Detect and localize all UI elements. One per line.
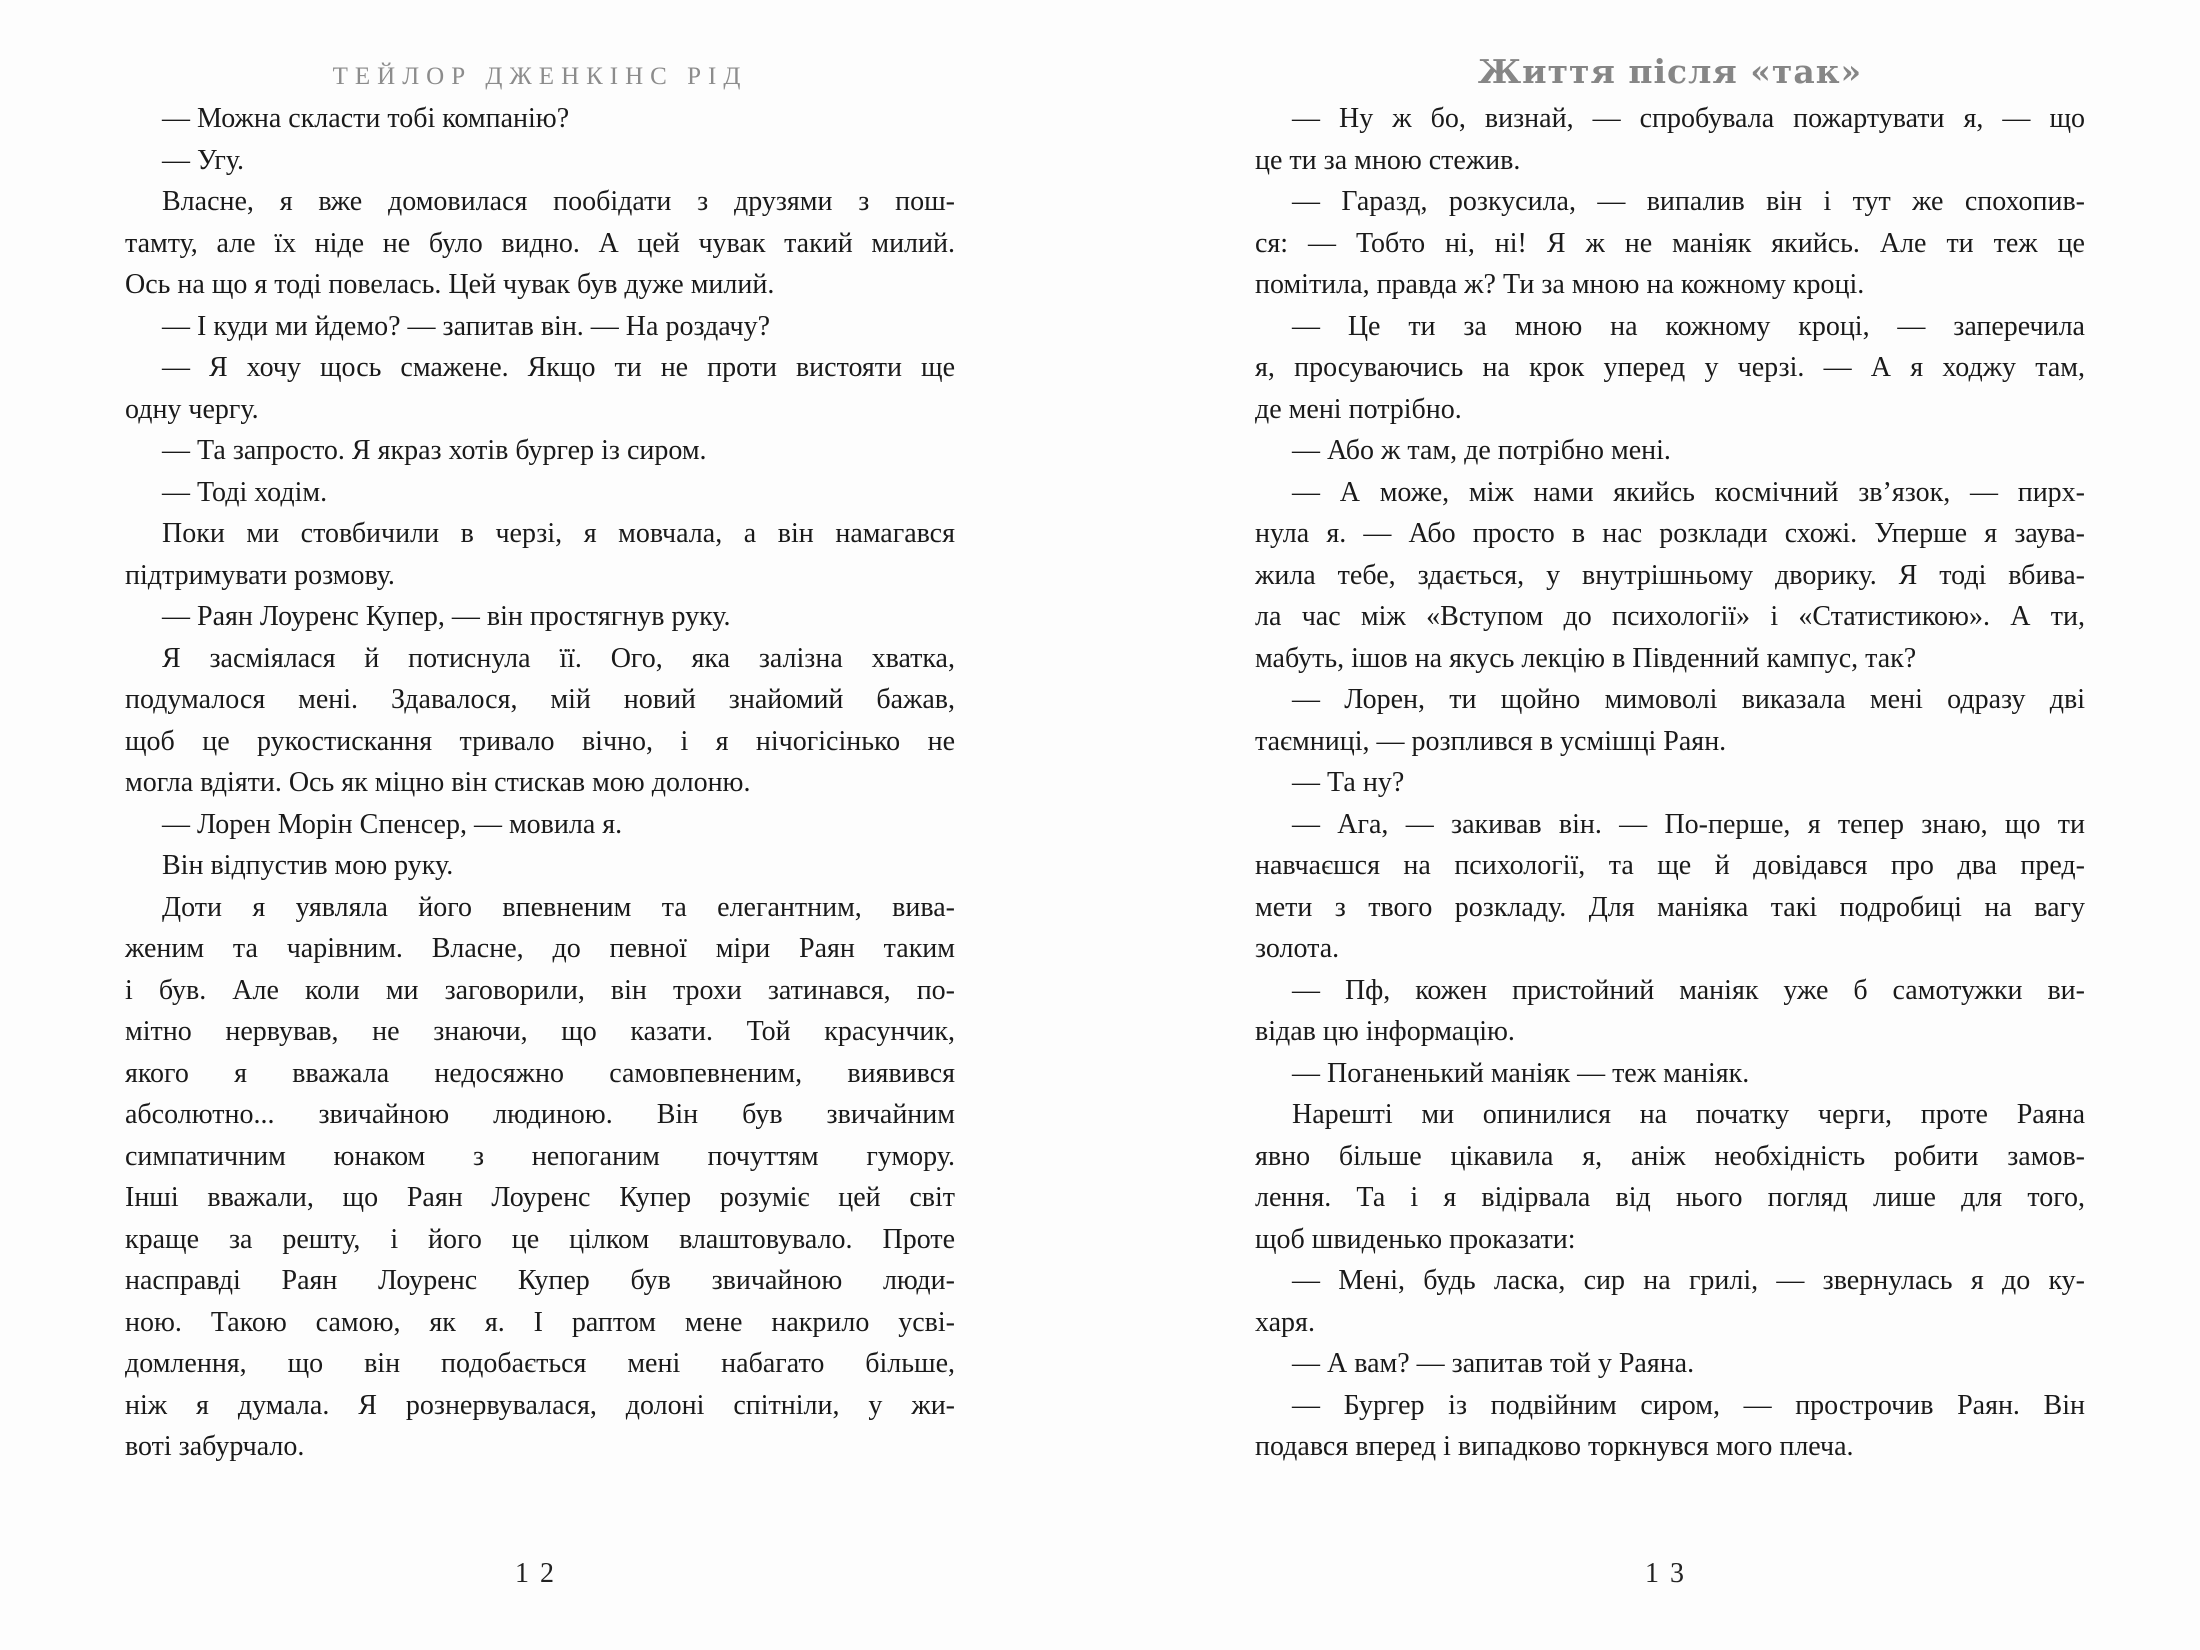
text-line: подумалося мені. Здавалося, мій новий знайомий бажав, [125,684,955,715]
text-line: помітила, правда ж? Ти за мною на кожному кроці. [1255,269,1865,300]
text-line: — А може, між нами якийсь космічний зв’язок, — пирх- [1292,476,2085,508]
text-line: якого я вважала недосяжно самовпевненим, виявився [125,1057,955,1089]
text-line: могла вдіяти. Ось як міцно він стискав мою долоню. [125,767,751,798]
text-line: — Пф, кожен пристойний маніяк уже б самотужки ви- [1292,974,2085,1006]
text-line: — Лорен, ти щойно мимоволі виказала мені одразу дві [1292,684,2085,715]
text-line: ся: — Тобто ні, ні! Я ж не маніяк якийсь. Але ти теж це [1255,227,2085,259]
text-line: навчаєшся на психології, та ще й довідався про два пред- [1255,850,2085,881]
text-line: явно більше цікавила я, аніж необхідність робити замов- [1255,1140,2085,1172]
text-line: одну чергу. [125,393,259,425]
text-line: симпатичним юнаком з непоганим почуттям гумору. [125,1140,955,1172]
text-line: мети з твого розкладу. Для маніяка такі подробиці на вагу [1255,891,2085,923]
text-line: тамту, але їх ніде не було видно. А цей чувак такий милий. [125,227,955,259]
text-line: — Угу. [162,144,245,176]
text-line: Доти я уявляла його впевненим та елегантним, вива- [162,891,955,923]
text-line: жила тебе, здається, у внутрішньому дворику. Я тоді вбива- [1255,559,2085,591]
text-line: краще за решту, і його це цілком влаштовувало. Проте [125,1223,955,1255]
text-line: харя. [1255,1306,1315,1338]
text-line: — Я хочу щось смажене. Якщо ти не проти вистояти ще [162,352,955,383]
text-line: насправді Раян Лоуренс Купер був звичайною люди- [125,1265,955,1296]
text-line: Поки ми стовбичили в черзі, я мовчала, а він намагався [162,518,955,549]
text-line: я, просуваючись на крок уперед у черзі. — А я ходжу там, [1255,352,2085,383]
text-line: де мені потрібно. [1255,393,1462,425]
text-line: — Раян Лоуренс Купер, — він простягнув руку. [162,601,731,632]
text-line: щоб це рукостискання тривало вічно, і я нічогісінько не [125,725,955,757]
text-line: женим та чарівним. Власне, до певної міри Раян таким [125,933,955,964]
text-line: — Ну ж бо, визнай, — спробувала пожартувати я, — що [1292,103,2085,134]
text-line: абсолютно... звичайною людиною. Він був звичайним [125,1099,955,1130]
text-line: домлення, що він подобається мені набагато більше, [125,1348,955,1379]
text-line: — Ага, — закивав він. — По-перше, я тепер знаю, що ти [1292,808,2085,840]
text-line: — Поганенький маніяк — теж маніяк. [1292,1057,1750,1089]
text-line: підтримувати розмову. [125,559,395,591]
text-line: Нарешті ми опинилися на початку черги, проте Раяна [1292,1099,2085,1130]
page-number-right: 13 [1645,1558,1695,1589]
text-line: — Та ну? [1292,767,1405,798]
text-line: і був. Але коли ми заговорили, він трохи затинався, по- [125,974,955,1006]
text-line: нула я. — Або просто в нас розклади схожі. Уперше я заува- [1255,518,2085,549]
running-header-author: ТЕЙЛОР ДЖЕНКІНС РІД [332,63,748,90]
page-right [1255,0,2085,1650]
text-line: воті забурчало. [125,1431,305,1462]
text-line: ною. Такою самою, як я. І раптом мене накрило усві- [125,1306,955,1338]
text-line: Ось на що я тоді повелась. Цей чувак був дуже милий. [125,269,775,300]
text-line: Власне, я вже домовилася пообідати з друзями з пош- [162,186,955,217]
running-header-title: Життя після «так» [1477,52,1863,91]
text-line: — Мені, будь ласка, сир на грилі, — звернулась я до ку- [1292,1265,2085,1296]
text-line: Я засміялася й потиснула її. Ого, яка залізна хватка, [162,642,955,674]
text-line: — Або ж там, де потрібно мені. [1292,435,1671,466]
text-line: ніж я думала. Я рознервувалася, долоні спітніли, у жи- [125,1389,955,1421]
text-line: — Це ти за мною на кожному кроці, — заперечила [1292,310,2085,342]
text-line: Він відпустив мою руку. [162,850,454,881]
text-line: Інші вважали, що Раян Лоуренс Купер розуміє цей світ [125,1182,955,1213]
text-line: ла час між «Вступом до психології» і «Статистикою». А ти, [1255,601,2085,632]
text-line: — А вам? — запитав той у Раяна. [1292,1348,1695,1379]
text-line: таємниці, — розплився в усмішці Раян. [1255,725,1727,757]
text-line: мітно нервував, не знаючи, що казати. Той красунчик, [125,1016,955,1047]
text-line: золота. [1255,933,1340,964]
text-line: відав цю інформацію. [1255,1016,1515,1047]
text-line: — Можна скласти тобі компанію? [162,103,570,134]
text-line: лення. Та і я відірвала від нього погляд лише для того, [1255,1182,2085,1213]
page-left [125,0,955,1650]
text-line: щоб швиденько проказати: [1255,1223,1576,1255]
text-line: — Та запросто. Я якраз хотів бургер із сиром. [162,435,707,466]
page-body-right [1255,98,2085,1468]
text-line: — Тоді ходім. [162,476,328,508]
text-line: — І куди ми йдемо? — запитав він. — На роздачу? [162,310,771,342]
page-body-left [125,98,955,1468]
text-line: — Бургер із подвійним сиром, — прострочив Раян. Він [1292,1389,2085,1421]
text-line: це ти за мною стежив. [1255,144,1521,176]
text-line: — Гаразд, розкусила, — випалив він і тут же спохопив- [1292,186,2085,217]
text-line: подався вперед і випадково торкнувся мого плеча. [1255,1431,1854,1462]
text-line: — Лорен Морін Спенсер, — мовила я. [162,808,623,840]
page-number-left: 12 [515,1558,565,1589]
text-line: мабуть, ішов на якусь лекцію в Південний кампус, так? [1255,642,1917,674]
